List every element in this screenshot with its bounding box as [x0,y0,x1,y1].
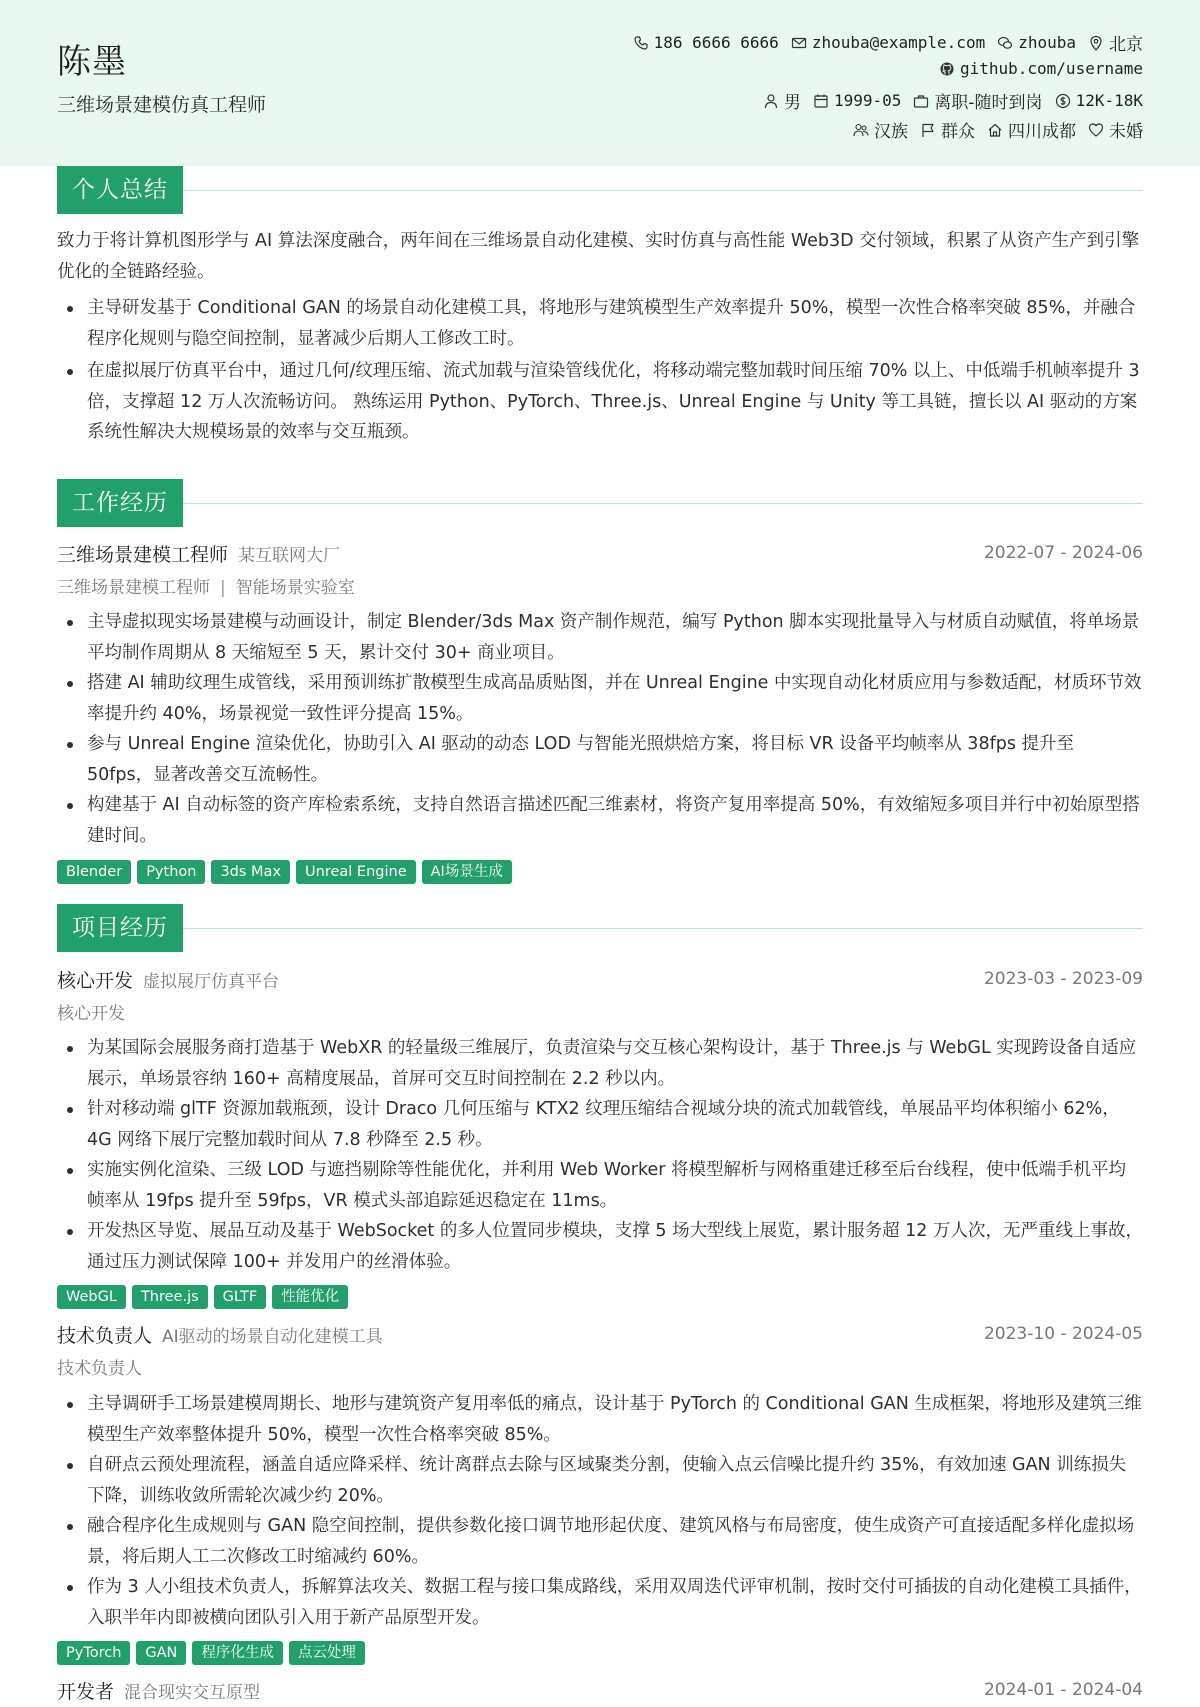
mail-icon [791,35,807,51]
skill-tag: 3ds Max [211,860,290,884]
birth-item [813,91,901,110]
project-role: 技术负责人 [57,1359,142,1379]
birth-value: 1999-05 [833,91,902,110]
section-divider [183,503,1143,504]
project-entry-header [57,1677,1143,1707]
skill-tag: Python [137,860,205,884]
project-bullets-block [57,1033,1143,1277]
skill-tag: GAN [136,1641,186,1665]
project-title: 技术负责人 [57,1325,153,1347]
list-item: 构建基于 AI 自动标签的资产库检索系统，支持自然语言描述匹配三维素材，将资产复用率提高 50%，有效缩短多项目并行中初始原型搭建时间。 [57,790,1143,851]
project-section-title: 项目经历 [57,904,183,952]
project-list [57,1389,1143,1633]
list-item: 为某国际会展服务商打造基于 WebXR 的轻量级三维展厅，负责渲染与交互核心架构设计，基于 Three.js 与 WebGL 实现跨设备自适应展示，单场景容纳 160+ 高精度展品，首屏可交互时间控制在 2.2 秒以内。 [57,1033,1143,1094]
work-section-header [57,479,1143,527]
project-date: 2023-03 - 2023-09 [983,969,1143,989]
resume-header [0,0,1200,166]
project-entry-header [57,1321,1143,1351]
list-item: 在虚拟展厅仿真平台中，通过几何/纹理压缩、流式加载与渲染管线优化，将移动端完整加载时间压缩 70% 以上、中低端手机帧率提升 3 倍，支撑超 12 万人次流畅访问。 熟练运用 Python、PyTorch、Three.js、Unreal Engine 与 Unity 等工具链，擅长以 AI 驱动的方案系统性解决大规模场景的效率与交互瓶颈。 [57,356,1143,448]
github-icon [939,61,955,77]
skill-tag: Blender [57,860,131,884]
github-item[interactable] [939,59,1143,78]
project-entry-header [57,966,1143,996]
email-item[interactable] [791,33,985,52]
gender-item [763,88,801,113]
github-value[interactable]: github.com/username [959,59,1143,78]
work-meta [57,573,355,598]
summary-block [57,226,1143,448]
user-icon [763,93,779,109]
work-entry-header [57,540,1143,570]
home-icon [987,122,1003,138]
phone-item [633,33,779,52]
salary-item [1055,91,1143,110]
skill-tag: 程序化生成 [192,1641,283,1665]
gender-value: 男 [783,93,801,113]
people-icon [853,122,869,138]
work-company: 某互联网大厂 [238,546,341,566]
list-item: 主导虚拟现实场景建模与动画设计，制定 Blender/3ds Max 资产制作规范，编写 Python 脚本实现批量导入与材质自动赋值，将单场景平均制作周期从 8 天缩短至 5 天，累计交付 30+ 商业项目。 [57,607,1143,668]
hometown-item [987,117,1076,142]
project-name: 虚拟展厅仿真平台 [143,972,280,992]
skill-tag: GLTF [214,1285,267,1309]
email-value[interactable]: zhouba@example.com [811,33,986,52]
project-bullets-block [57,1389,1143,1633]
list-item: 针对移动端 glTF 资源加载瓶颈，设计 Draco 几何压缩与 KTX2 纹理压缩结合视域分块的流式加载管线，单展品平均体积缩小 62%，4G 网络下展厅完整加载时间从 7.8 秒降至 2.5 秒。 [57,1094,1143,1155]
section-divider [183,928,1143,929]
money-icon [1055,93,1071,109]
list-item: 融合程序化生成规则与 GAN 隐空间控制，提供参数化接口调节地形起伏度、建筑风格与布局密度，使生成资产可直接适配多样化虚拟场景，将后期人工二次修改工时缩减约 60%。 [57,1511,1143,1572]
candidate-name: 陈墨 [57,42,127,82]
meta-separator: | [220,578,226,598]
heart-icon [1088,122,1104,138]
phone-value: 186 6666 6666 [653,33,779,52]
project-date: 2023-10 - 2024-05 [983,1324,1143,1344]
skill-tag: Unreal Engine [296,860,416,884]
project-section-header [57,904,1143,952]
project-tags [57,1641,365,1665]
summary-section-title: 个人总结 [57,166,183,214]
list-item: 主导研发基于 Conditional GAN 的场景自动化建模工具，将地形与建筑模型生产效率提升 50%，模型一次性合格率突破 85%，并融合程序化规则与隐空间控制，显著减少后期人工修改工时。 [57,293,1143,354]
list-item: 作为 3 人小组技术负责人，拆解算法攻关、数据工程与接口集成路线，采用双周迭代评审机制，按时交付可插拔的自动化建模工具插件，入职半年内即被横向团队引入用于新产品原型开发。 [57,1572,1143,1633]
work-list [57,607,1143,851]
wechat-icon [997,35,1013,51]
project-name: AI驱动的场景自动化建模工具 [162,1327,383,1347]
skill-tag: 性能优化 [272,1285,348,1309]
section-divider [183,190,1143,191]
city-item [1088,30,1143,55]
project-name: 混合现实交互原型 [124,1683,261,1703]
list-item: 自研点云预处理流程，涵盖自适应降采样、统计离群点去除与区域聚类分割，使输入点云信噪比提升约 35%，有效加速 GAN 训练损失下降，训练收敛所需轮次减少约 20%。 [57,1450,1143,1511]
summary-section-header [57,166,1143,214]
list-item: 参与 Unreal Engine 渲染优化，协助引入 AI 驱动的动态 LOD 与智能光照烘焙方案，将目标 VR 设备平均帧率从 38fps 提升至 50fps，显著改善交互流畅性。 [57,729,1143,790]
status-item [913,88,1042,113]
city-value: 北京 [1109,35,1143,55]
github-row [939,59,1143,78]
contact-row [633,30,1143,55]
summary-intro: 致力于将计算机图形学与 AI 算法深度融合，两年间在三维场景自动化建模、实时仿真与高性能 Web3D 交付领域，积累了从资产生产到引擎优化的全链路经验。 [57,231,1140,282]
work-bullets-block [57,607,1143,851]
flag-icon [920,122,936,138]
work-section-title: 工作经历 [57,479,183,527]
ethnicity-value: 汉族 [874,122,908,142]
wechat-value: zhouba [1018,33,1076,52]
politics-value: 群众 [941,122,975,142]
work-department: 智能场景实验室 [235,578,355,598]
hometown-value: 四川成都 [1008,122,1076,142]
personal-row [763,88,1143,113]
project-list [57,1033,1143,1277]
wechat-item [997,33,1076,52]
work-position: 三维场景建模工程师 [57,578,210,598]
marital-item [1088,117,1143,142]
status-value: 离职-随时到岗 [934,93,1043,113]
project-title: 核心开发 [57,970,134,992]
background-row [853,117,1143,142]
list-item: 开发热区导览、展品互动及基于 WebSocket 的多人位置同步模块，支撑 5 场大型线上展览，累计服务超 12 万人次，无严重线上事故，通过压力测试保障 100+ 并发用户的丝滑体验。 [57,1216,1143,1277]
work-title: 三维场景建模工程师 [57,544,229,566]
work-date: 2022-07 - 2024-06 [983,543,1143,563]
skill-tag: 点云处理 [289,1641,365,1665]
politics-item [920,117,975,142]
project-date: 2024-01 - 2024-04 [983,1680,1143,1700]
project-tags [57,1285,348,1309]
location-icon [1088,35,1104,51]
project-role: 核心开发 [57,1004,125,1024]
list-item: 实施实例化渲染、三级 LOD 与遮挡剔除等性能优化，并利用 Web Worker 将模型解析与网格重建迁移至后台线程，使中低端手机平均帧率从 19fps 提升至 59fps，VR 模式头部追踪延迟稳定在 11ms。 [57,1155,1143,1216]
briefcase-icon [913,93,929,109]
summary-list [57,293,1143,448]
salary-value: 12K-18K [1075,91,1143,110]
skill-tag: PyTorch [57,1641,130,1665]
work-tags [57,860,512,884]
ethnicity-item [853,117,908,142]
phone-icon [633,35,649,51]
marital-value: 未婚 [1109,122,1143,142]
candidate-role: 三维场景建模仿真工程师 [57,94,267,116]
skill-tag: AI场景生成 [422,860,512,884]
calendar-icon [813,93,829,109]
skill-tag: Three.js [132,1285,208,1309]
project-title: 开发者 [57,1681,115,1703]
skill-tag: WebGL [57,1285,126,1309]
list-item: 主导调研手工场景建模周期长、地形与建筑资产复用率低的痛点，设计基于 PyTorch 的 Conditional GAN 生成框架，将地形及建筑三维模型生产效率整体提升 50%，模型一次性合格率突破 85%。 [57,1389,1143,1450]
list-item: 搭建 AI 辅助纹理生成管线，采用预训练扩散模型生成高品质贴图，并在 Unreal Engine 中实现自动化材质应用与参数适配，材质环节效率提升约 40%，场景视觉一致性评分提高 15%。 [57,668,1143,729]
